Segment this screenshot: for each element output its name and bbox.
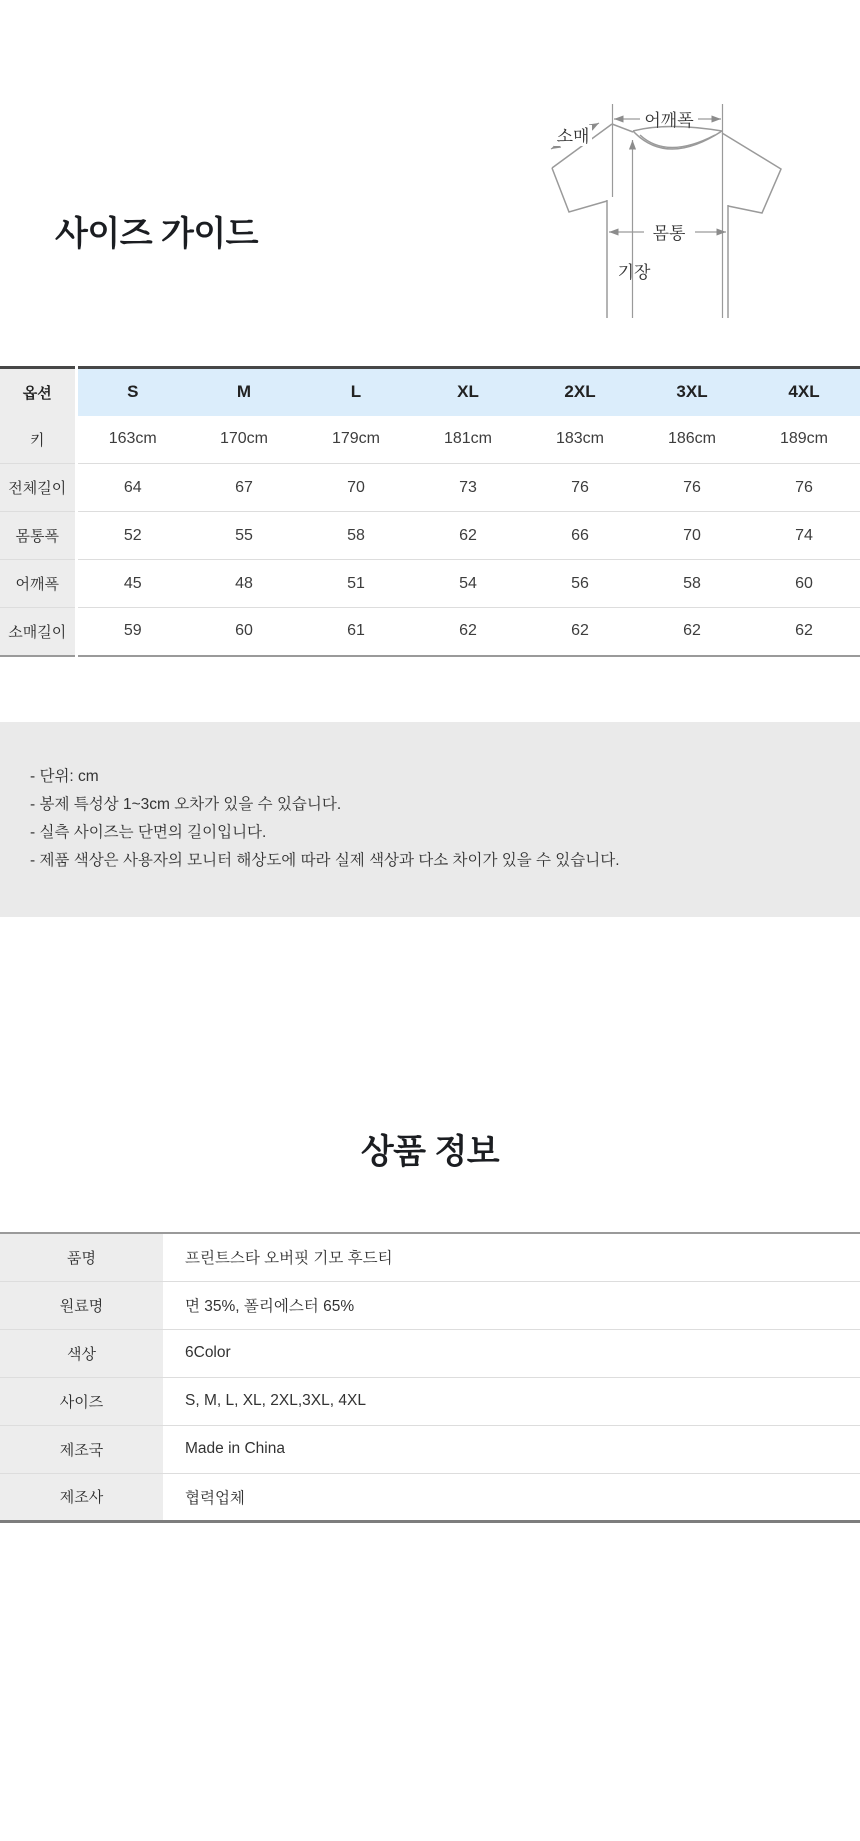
size-cell: 189cm (779, 430, 829, 448)
row-label: 원료명 (0, 1281, 163, 1329)
product-row-color (0, 1329, 860, 1377)
product-row-size (0, 1377, 860, 1425)
size-cell: 170cm (219, 430, 269, 448)
note-line: - 실측 사이즈는 단면의 길이입니다. (30, 824, 267, 841)
size-column-header: S (76, 368, 188, 416)
size-cell: 74 (795, 526, 813, 544)
size-cell: 60 (795, 574, 813, 592)
size-column-header: 3XL (636, 368, 748, 416)
size-table-row-body-width (0, 512, 860, 560)
size-cell: 70 (347, 478, 365, 496)
row-label: 사이즈 (0, 1377, 163, 1425)
size-cell: 56 (571, 574, 589, 592)
size-table-option-header: 옵션 (0, 368, 76, 416)
size-cell: 183cm (555, 430, 605, 448)
size-cell: 54 (459, 574, 477, 592)
size-cell: 62 (459, 526, 477, 544)
length-label: 기장 (617, 263, 651, 282)
size-cell: 62 (683, 622, 701, 640)
size-cell: 59 (123, 622, 142, 640)
note-line: - 봉제 특성상 1~3cm 오차가 있을 수 있습니다. (30, 796, 342, 813)
row-label: 색상 (0, 1329, 163, 1377)
size-cell: 62 (459, 622, 477, 640)
size-cell: 45 (123, 574, 142, 592)
size-cell: 67 (235, 478, 253, 496)
product-info-table (0, 1232, 860, 1523)
size-cell: 186cm (667, 430, 717, 448)
product-row-material (0, 1281, 860, 1329)
row-label: 키 (0, 416, 76, 464)
size-cell: 64 (123, 478, 142, 496)
size-column-header: XL (412, 368, 524, 416)
size-cell: 76 (795, 478, 813, 496)
size-cell: 52 (123, 526, 142, 544)
size-cell: 55 (235, 526, 253, 544)
size-cell: 58 (347, 526, 365, 544)
size-guide-notes-box (0, 722, 860, 917)
row-label: 품명 (0, 1233, 163, 1281)
size-column-header: 4XL (748, 368, 860, 416)
size-column-header: 2XL (524, 368, 636, 416)
row-value: 면 35%, 폴리에스터 65% (185, 1298, 355, 1315)
size-table-row-total-length (0, 464, 860, 512)
size-cell: 62 (571, 622, 589, 640)
size-column-header: M (188, 368, 300, 416)
size-cell: 163cm (108, 430, 157, 448)
size-cell: 51 (347, 574, 365, 592)
size-table-row-height (0, 416, 860, 464)
body-width-label: 몸통 (652, 224, 686, 243)
size-cell: 62 (795, 622, 813, 640)
size-cell: 76 (683, 478, 701, 496)
product-info-title: 상품 정보 (360, 1133, 500, 1171)
size-cell: 70 (683, 526, 701, 544)
size-column-header: L (300, 368, 412, 416)
size-table-header-row (0, 368, 860, 416)
row-value: 협력업체 (185, 1489, 245, 1507)
row-label: 전체길이 (0, 464, 76, 512)
row-label: 소매길이 (0, 608, 76, 656)
size-table (0, 366, 860, 657)
note-line: - 단위: cm (30, 768, 99, 785)
row-label: 제조사 (0, 1473, 163, 1521)
size-cell: 76 (571, 478, 589, 496)
row-label: 어깨폭 (0, 560, 76, 608)
size-cell: 48 (235, 574, 253, 592)
product-row-manufacturer (0, 1473, 860, 1521)
row-value: Made in China (185, 1440, 285, 1457)
row-value: 6Color (185, 1344, 231, 1361)
product-row-name (0, 1233, 860, 1281)
sleeve-label: 소매 (556, 127, 590, 146)
row-value: S, M, L, XL, 2XL,3XL, 4XL (185, 1392, 366, 1409)
shoulder-width-label: 어깨폭 (644, 111, 694, 130)
size-table-row-shoulder-width (0, 560, 860, 608)
size-cell: 60 (235, 622, 253, 640)
row-label: 제조국 (0, 1425, 163, 1473)
product-row-country (0, 1425, 860, 1473)
note-line: - 제품 색상은 사용자의 모니터 해상도에 따라 실제 색상과 다소 차이가 있을 수 있습니다. (30, 852, 620, 869)
size-cell: 66 (571, 526, 589, 544)
size-cell: 181cm (443, 430, 493, 448)
size-cell: 58 (683, 574, 701, 592)
size-guide-title: 사이즈 가이드 (55, 215, 259, 253)
size-cell: 73 (459, 478, 477, 496)
row-value: 프린트스타 오버핏 기모 후드티 (185, 1250, 393, 1268)
row-label: 몸통폭 (0, 512, 76, 560)
size-table-row-sleeve-length (0, 608, 860, 656)
size-cell: 179cm (331, 430, 381, 448)
size-cell: 61 (347, 622, 365, 640)
tshirt-measurement-diagram (440, 85, 800, 325)
